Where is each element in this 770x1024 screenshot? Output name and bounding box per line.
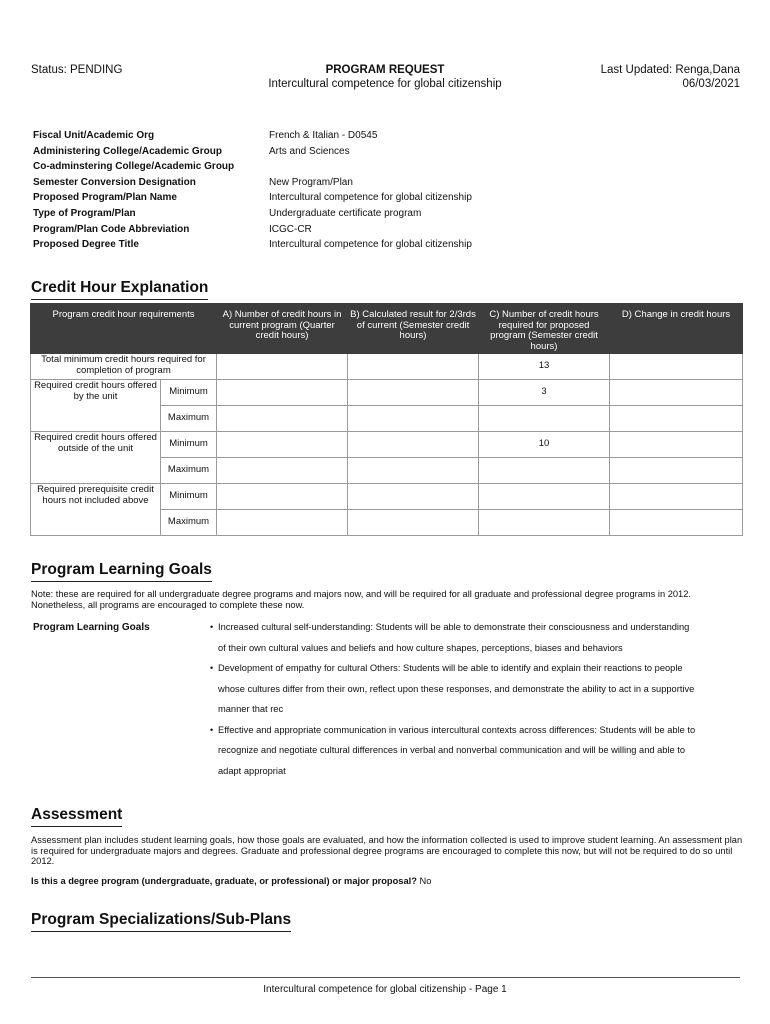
cell-c	[479, 406, 610, 432]
cell-a	[217, 406, 348, 432]
goal-line: Increased cultural self-understanding: Students will be able to demonstrate their consciousness and understanding	[218, 622, 690, 632]
cell-b	[348, 484, 479, 510]
goal-line: manner that rec	[218, 704, 284, 714]
min-label: Minimum	[161, 432, 217, 458]
cell-b	[348, 458, 479, 484]
footer-text: Intercultural competence for global citizenship - Page 1	[263, 984, 507, 995]
cell-a	[217, 354, 348, 380]
goal-line: Effective and appropriate communication in various intercultural contexts across differences: Students will be able to	[218, 724, 696, 735]
document-subtitle: Intercultural competence for global citizenship	[268, 78, 502, 90]
cell-c	[479, 458, 610, 484]
cell-a	[217, 458, 348, 484]
cell-d	[610, 432, 743, 458]
cell-b	[348, 354, 479, 380]
question-text: Is this a degree program (undergraduate, graduate, or professional) or major proposal?	[31, 876, 417, 886]
outside-label: Required credit hours offered outside of the unit	[31, 432, 161, 484]
cell-c	[479, 484, 610, 510]
header-col-a: A) Number of credit hours in current program (Quarter credit hours)	[217, 304, 348, 354]
cell-c	[479, 510, 610, 536]
field-value: New Program/Plan	[269, 176, 353, 188]
cell-d	[610, 406, 743, 432]
bullet-icon: •	[210, 724, 214, 735]
min-label: Minimum	[161, 380, 217, 406]
header-col-c: C) Number of credit hours required for proposed program (Semester credit hours)	[479, 304, 610, 354]
cell-a	[217, 432, 348, 458]
list-item	[210, 720, 748, 782]
total-c-value: 13	[479, 354, 610, 380]
field-value: French & Italian - D0545	[269, 130, 378, 141]
header-col-b: B) Calculated result for 2/3rds of current (Semester credit hours)	[348, 304, 479, 354]
goal-line: recognize and negotiate cultural differences in verbal and nonverbal communication and will be willing and able to	[218, 745, 686, 755]
table-row	[31, 484, 743, 510]
cell-d	[610, 354, 743, 380]
field-label: Program/Plan Code Abbreviation	[33, 223, 190, 235]
table-row	[31, 354, 743, 380]
assessment-text: Assessment plan includes student learning goals, how those goals are evaluated, and how the information collected is used to improve student learning. An assessment plan is required for undergraduate majors and degrees. Graduate and professional degree programs are encouraged to complete this now, but will not be required to do so until 2012.	[31, 835, 743, 866]
max-label: Maximum	[161, 510, 217, 536]
field-labels	[33, 128, 273, 253]
table-header-row	[31, 304, 743, 354]
goals-list	[210, 617, 748, 781]
field-value	[269, 159, 739, 175]
unit-min-c-value: 3	[479, 380, 610, 406]
cell-d	[610, 380, 743, 406]
goal-line: whose cultures differ from their own, reflect upon these responses, and demonstrate the ability to act in a supportive	[218, 683, 695, 694]
goals-label: Program Learning Goals	[33, 622, 150, 633]
bullet-icon: •	[210, 663, 214, 673]
prereq-label: Required prerequisite credit hours not included above	[31, 484, 161, 536]
outside-min-c-value: 10	[479, 432, 610, 458]
cell-b	[348, 380, 479, 406]
cell-a	[217, 380, 348, 406]
credit-section-title: Credit Hour Explanation	[31, 279, 208, 300]
field-label: Administering College/Academic Group	[33, 145, 222, 157]
table-row	[31, 432, 743, 458]
total-label: Total minimum credit hours required for completion of program	[31, 354, 217, 380]
goals-section-title: Program Learning Goals	[31, 561, 212, 582]
cell-d	[610, 458, 743, 484]
max-label: Maximum	[161, 458, 217, 484]
cell-b	[348, 432, 479, 458]
unit-label: Required credit hours offered by the unit	[31, 380, 161, 432]
footer-divider	[31, 977, 740, 978]
cell-d	[610, 484, 743, 510]
credit-hour-table	[30, 303, 743, 536]
question-answer: No	[419, 876, 432, 886]
list-item	[210, 617, 748, 658]
document-title: PROGRAM REQUEST	[325, 64, 445, 76]
degree-program-question	[31, 876, 743, 887]
field-value: Intercultural competence for global citizenship	[269, 192, 472, 204]
cell-b	[348, 406, 479, 432]
field-label: Type of Program/Plan	[33, 207, 136, 219]
goal-line: of their own cultural values and beliefs and how culture shapes, perceptions, biases and behaviors	[218, 642, 623, 653]
field-value: Undergraduate certificate program	[269, 207, 422, 219]
cell-b	[348, 510, 479, 536]
assessment-section-title: Assessment	[31, 806, 122, 827]
list-item	[210, 658, 748, 720]
last-updated-text: Last Updated: Renga,Dana	[600, 64, 740, 76]
status-text: Status: PENDING	[31, 64, 123, 76]
goals-note: Note: these are required for all undergraduate degree programs and majors now, and will be required for all graduate and professional degree programs in 2012. Nonetheless, all programs are encouraged to complete these now.	[31, 589, 691, 610]
goal-line: adapt appropriat	[218, 765, 286, 776]
field-label: Fiscal Unit/Academic Org	[33, 130, 155, 141]
cell-d	[610, 510, 743, 536]
max-label: Maximum	[161, 406, 217, 432]
last-updated-date: 06/03/2021	[682, 78, 740, 90]
header-requirements: Program credit hour requirements	[31, 304, 217, 354]
table-row	[31, 380, 743, 406]
field-value: Arts and Sciences	[269, 145, 350, 157]
field-values	[269, 128, 739, 253]
field-label: Co-adminstering College/Academic Group	[33, 161, 235, 173]
cell-a	[217, 510, 348, 536]
field-value: Intercultural competence for global citizenship	[269, 239, 472, 251]
field-value: ICGC-CR	[269, 223, 312, 235]
bullet-icon: •	[210, 622, 214, 632]
field-label: Proposed Degree Title	[33, 239, 139, 251]
min-label: Minimum	[161, 484, 217, 510]
specializations-section-title: Program Specializations/Sub-Plans	[31, 911, 291, 932]
cell-a	[217, 484, 348, 510]
header-col-d: D) Change in credit hours	[610, 304, 743, 354]
field-label: Proposed Program/Plan Name	[33, 192, 177, 204]
field-label: Semester Conversion Designation	[33, 176, 196, 188]
goal-line: Development of empathy for cultural Others: Students will be able to identify and explain their reactions to people	[218, 663, 683, 673]
